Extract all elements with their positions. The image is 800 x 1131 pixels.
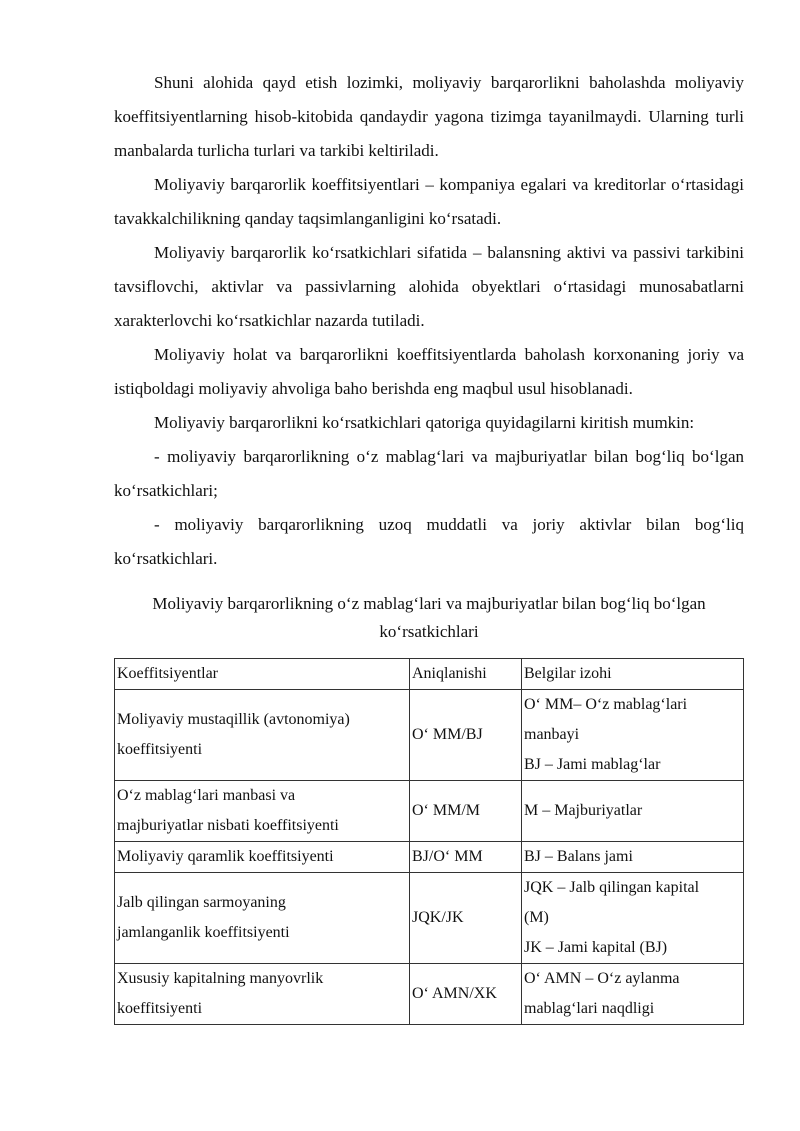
paragraph-assessment: Moliyaviy holat va barqarorlikni koeffitsiyentlarda baholash korxonaning joriy va istiqboldagi moliyaviy ahvoliga baho berishda eng maqbul usul hisoblanadi.: [114, 345, 744, 398]
notes-line: BJ – Jami mablagʻlar: [524, 756, 661, 773]
coefficient-notes: [522, 964, 744, 1025]
list-item-own-funds: - moliyaviy barqarorlikning oʻz mablagʻlari va majburiyatlar bilan bogʻliq boʻlgan koʻrsatkichlari;: [114, 447, 744, 500]
notes-line: JK – Jami kapital (BJ): [524, 939, 668, 956]
coefficient-formula: Oʻ MM/BJ: [410, 690, 522, 781]
table-row: [115, 781, 744, 842]
table-row: [115, 690, 744, 781]
coefficient-formula: Oʻ MM/M: [410, 781, 522, 842]
notes-line: Oʻ AMN – Oʻz aylanma: [524, 970, 680, 987]
coefficient-name-line: jamlanganlik koeffitsiyenti: [117, 924, 290, 941]
paragraph-intro: Shuni alohida qayd etish lozimki, moliyaviy barqarorlikni baholashda moliyaviy koeffitsiyentlarning hisob-kitobida qandaydir yagona tizimga tayanilmaydi. Ularning turli manbalarda turlicha turlari va tarkibi keltiriladi.: [114, 73, 744, 160]
coefficient-name-line: majburiyatlar nisbati koeffitsiyenti: [117, 817, 339, 834]
table-row: [115, 873, 744, 964]
coefficient-name-line: Jalb qilingan sarmoyaning: [117, 894, 286, 911]
table-caption-line: koʻrsatkichlari: [379, 622, 479, 641]
coefficient-formula: BJ/Oʻ MM: [410, 842, 522, 873]
coefficient-name: [115, 690, 410, 781]
header-definition: Aniqlanishi: [410, 659, 522, 690]
table-row: [115, 842, 744, 873]
coefficient-notes: [522, 873, 744, 964]
notes-line: BJ – Balans jami: [524, 848, 633, 865]
coefficient-name-line: koeffitsiyenti: [117, 1000, 203, 1017]
coefficient-notes: [522, 690, 744, 781]
notes-line: manbayi: [524, 726, 580, 743]
table-caption: [114, 590, 744, 646]
coefficient-name: [115, 842, 410, 873]
table-caption-line: Moliyaviy barqarorlikning oʻz mablagʻlari va majburiyatlar bilan bogʻliq boʻlgan: [152, 594, 706, 613]
paragraph-list-intro: Moliyaviy barqarorlikni koʻrsatkichlari qatoriga quyidagilarni kiritish mumkin:: [154, 413, 695, 432]
table-row: [115, 964, 744, 1025]
coefficients-table: [114, 658, 744, 1025]
notes-line: JQK – Jalb qilingan kapital: [524, 879, 700, 896]
notes-line: M – Majburiyatlar: [524, 802, 643, 819]
paragraph-coefficients-definition: Moliyaviy barqarorlik koeffitsiyentlari – kompaniya egalari va kreditorlar oʻrtasidagi tavakkalchilikning qanday taqsimlanganligini koʻrsatadi.: [114, 175, 744, 228]
notes-line: Oʻ MM– Oʻz mablagʻlari: [524, 696, 688, 713]
coefficient-name-line: Xususiy kapitalning manyovrlik: [117, 970, 324, 987]
coefficient-name-line: Moliyaviy qaramlik koeffitsiyenti: [117, 848, 334, 865]
coefficient-name: [115, 964, 410, 1025]
table-header-row: [115, 659, 744, 690]
list-item-assets: - moliyaviy barqarorlikning uzoq muddatli va joriy aktivlar bilan bogʻliq koʻrsatkichlari.: [114, 515, 744, 568]
coefficient-name-line: koeffitsiyenti: [117, 741, 203, 758]
coefficient-name: [115, 781, 410, 842]
coefficient-formula: JQK/JK: [410, 873, 522, 964]
paragraph-indicators-definition: Moliyaviy barqarorlik koʻrsatkichlari sifatida – balansning aktivi va passivi tarkibini tavsiflovchi, aktivlar va passivlarning alohida obyektlari oʻrtasidagi munosabatlarni xarakterlovchi koʻrsatkichlar nazarda tutiladi.: [114, 243, 744, 330]
coefficient-notes: [522, 781, 744, 842]
coefficient-notes: [522, 842, 744, 873]
header-notation: Belgilar izohi: [522, 659, 744, 690]
coefficient-name: [115, 873, 410, 964]
coefficient-name-line: Moliyaviy mustaqillik (avtonomiya): [117, 711, 350, 728]
notes-line: mablagʻlari naqdligi: [524, 1000, 655, 1017]
notes-line: (M): [524, 909, 549, 926]
coefficient-name-line: Oʻz mablagʻlari manbasi va: [117, 787, 296, 804]
document-body: [114, 66, 744, 576]
coefficient-formula: Oʻ AMN/XK: [410, 964, 522, 1025]
header-coefficients: Koeffitsiyentlar: [115, 659, 410, 690]
